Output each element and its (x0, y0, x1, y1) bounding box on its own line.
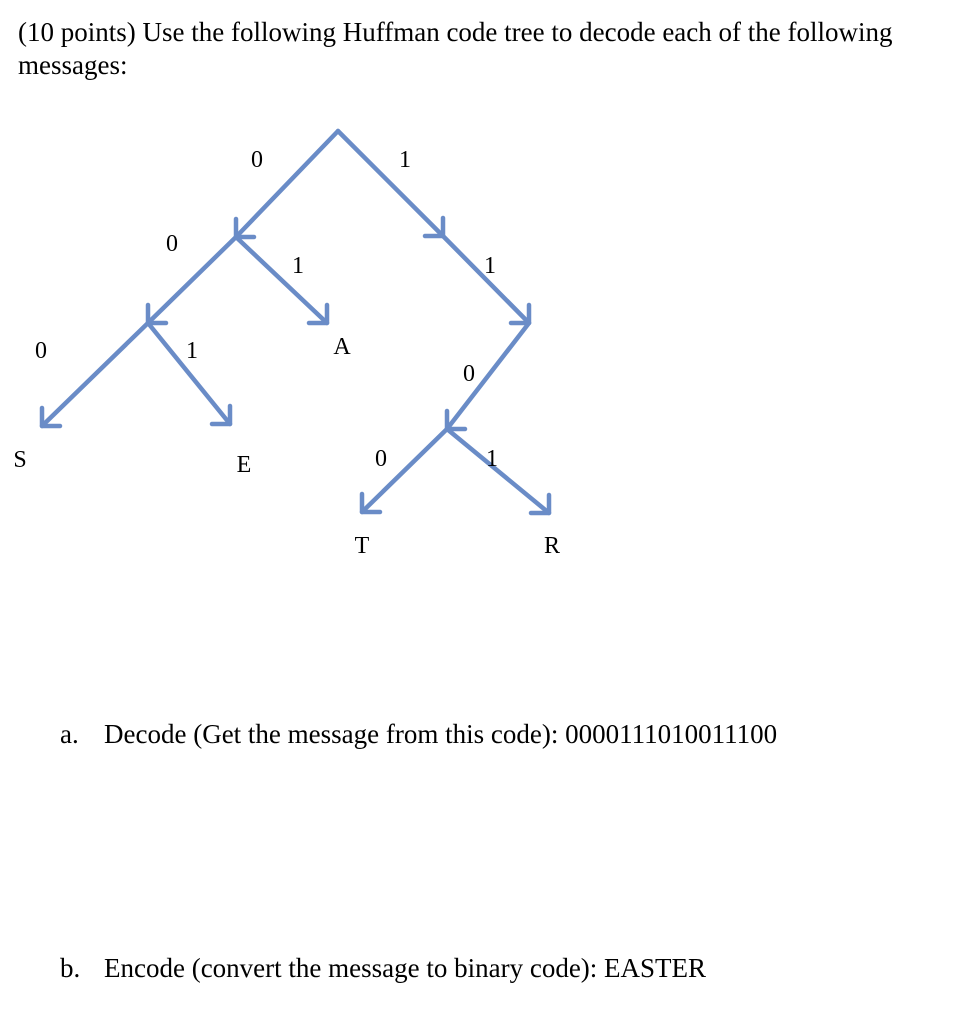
problem-statement: (10 points) Use the following Huffman code tree to decode each of the following messages: (18, 17, 893, 80)
edge-label-n3-right: 1 (484, 253, 496, 279)
leaf-e: E (236, 452, 252, 478)
edge-label-root-right: 1 (399, 147, 411, 173)
edge-label-n2-left: 0 (35, 338, 47, 364)
edge-n1-left (148, 237, 236, 323)
edge-label-n1-left: 0 (166, 231, 178, 257)
edge-n2-left (42, 323, 148, 426)
edge-n5-right (447, 429, 549, 513)
edge-n4-left (447, 323, 529, 429)
edge-label-n5-left: 0 (375, 446, 387, 472)
edge-n1-right (236, 237, 327, 323)
leaf-t: T (354, 533, 370, 559)
leaf-r: R (543, 533, 561, 559)
leaf-s: S (13, 447, 27, 473)
question-a-marker: a. (60, 719, 79, 749)
question-a-text: Decode (Get the message from this code): 0000111010011100 (104, 719, 778, 749)
edge-label-n2-right: 1 (186, 338, 198, 364)
edge-root-right (338, 131, 443, 236)
question-b-marker: b. (60, 953, 81, 983)
edge-label-n4-left: 0 (463, 361, 475, 387)
edge-label-n1-right: 1 (292, 253, 304, 279)
edge-label-root-left: 0 (251, 147, 263, 173)
edge-n3-right (443, 236, 529, 323)
edge-label-n5-right: 1 (486, 446, 498, 472)
leaf-a: A (333, 334, 351, 360)
question-b (60, 952, 706, 985)
question-b-text: Encode (convert the message to binary code): EASTER (104, 953, 707, 983)
question-a (60, 718, 777, 751)
